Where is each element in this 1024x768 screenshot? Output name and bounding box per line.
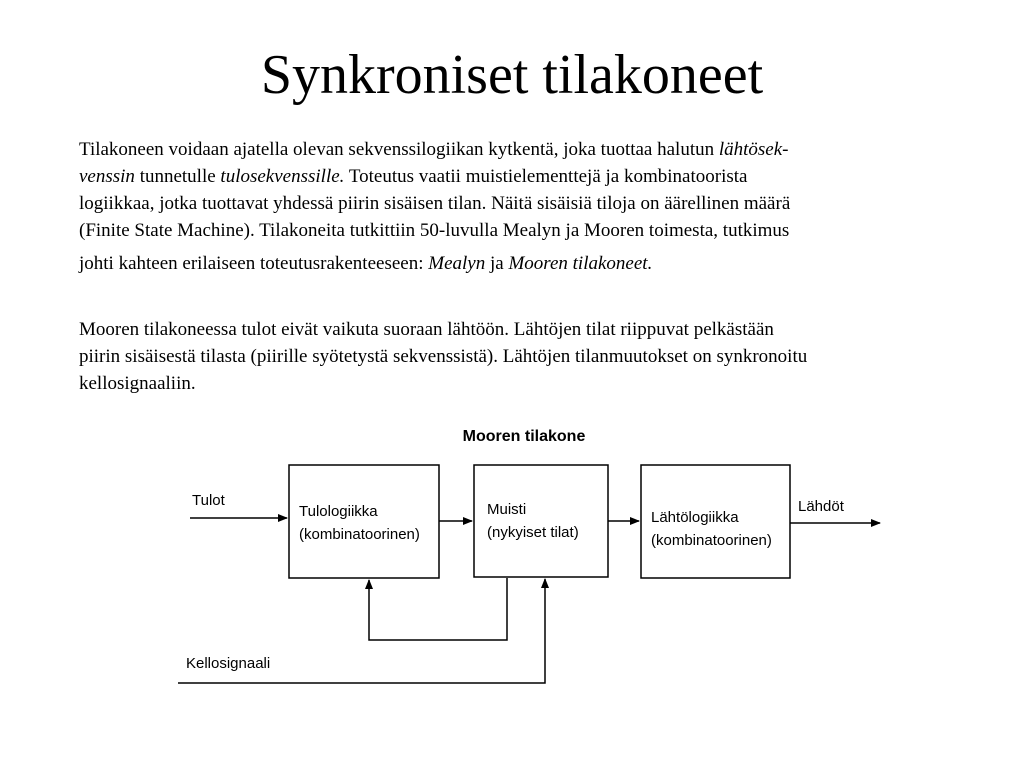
output-logic-sublabel: (kombinatoorinen) xyxy=(651,532,772,549)
intro-emphasis: venssin xyxy=(79,166,135,187)
input-logic-block xyxy=(289,465,439,578)
diagram-title: Mooren tilakone xyxy=(462,428,586,445)
memory-label: Muisti xyxy=(487,501,527,518)
intro-line-4: (Finite State Machine). Tilakoneita tutkittiin 50-luvulla Mealyn ja Mooren toimesta, tutkimus xyxy=(79,220,790,241)
input-logic-sublabel: (kombinatoorinen) xyxy=(299,526,420,543)
input-logic-label: Tulologiikka xyxy=(299,503,378,520)
intro-text: tunnetulle xyxy=(134,166,221,187)
memory-sublabel: (nykyiset tilat) xyxy=(487,524,579,541)
output-label: Lähdöt xyxy=(798,498,844,515)
intro-emphasis: tulosekvenssille. xyxy=(220,166,345,187)
intro-text: Toteutus vaatii muistielementtejä ja kombinatoorista xyxy=(344,166,748,187)
moore-line-3: kellosignaaliin. xyxy=(79,373,196,394)
moore-line-1: Mooren tilakoneessa tulot eivät vaikuta suoraan lähtöön. Lähtöjen tilat riippuvat pelkästään xyxy=(79,319,774,340)
intro-text: Tilakoneen voidaan ajatella olevan sekvenssilogiikan kytkentä, joka tuottaa halutun xyxy=(79,139,719,160)
clock-label: Kellosignaali xyxy=(186,655,271,672)
input-label: Tulot xyxy=(192,492,225,509)
feedback-arrow xyxy=(369,578,507,640)
intro-text: ja xyxy=(485,253,509,274)
intro-emphasis: lähtösek- xyxy=(718,139,789,160)
intro-line-3: logiikkaa, jotka tuottavat yhdessä piirin sisäisen tilan. Näitä sisäisiä tiloja on äärellinen määrä xyxy=(79,193,791,214)
output-logic-label: Lähtölogiikka xyxy=(651,509,739,526)
intro-text: johti kahteen erilaiseen toteutusrakenteeseen: xyxy=(79,253,429,274)
slide-title: Synkroniset tilakoneet xyxy=(260,44,764,106)
moore-line-2: piirin sisäisestä tilasta (piirille syötetystä sekvenssistä). Lähtöjen tilanmuutokset on synkronoitu xyxy=(79,346,808,367)
memory-block xyxy=(474,465,608,577)
intro-emphasis: Mealyn xyxy=(428,253,486,274)
intro-emphasis: Mooren tilakoneet. xyxy=(508,253,653,274)
